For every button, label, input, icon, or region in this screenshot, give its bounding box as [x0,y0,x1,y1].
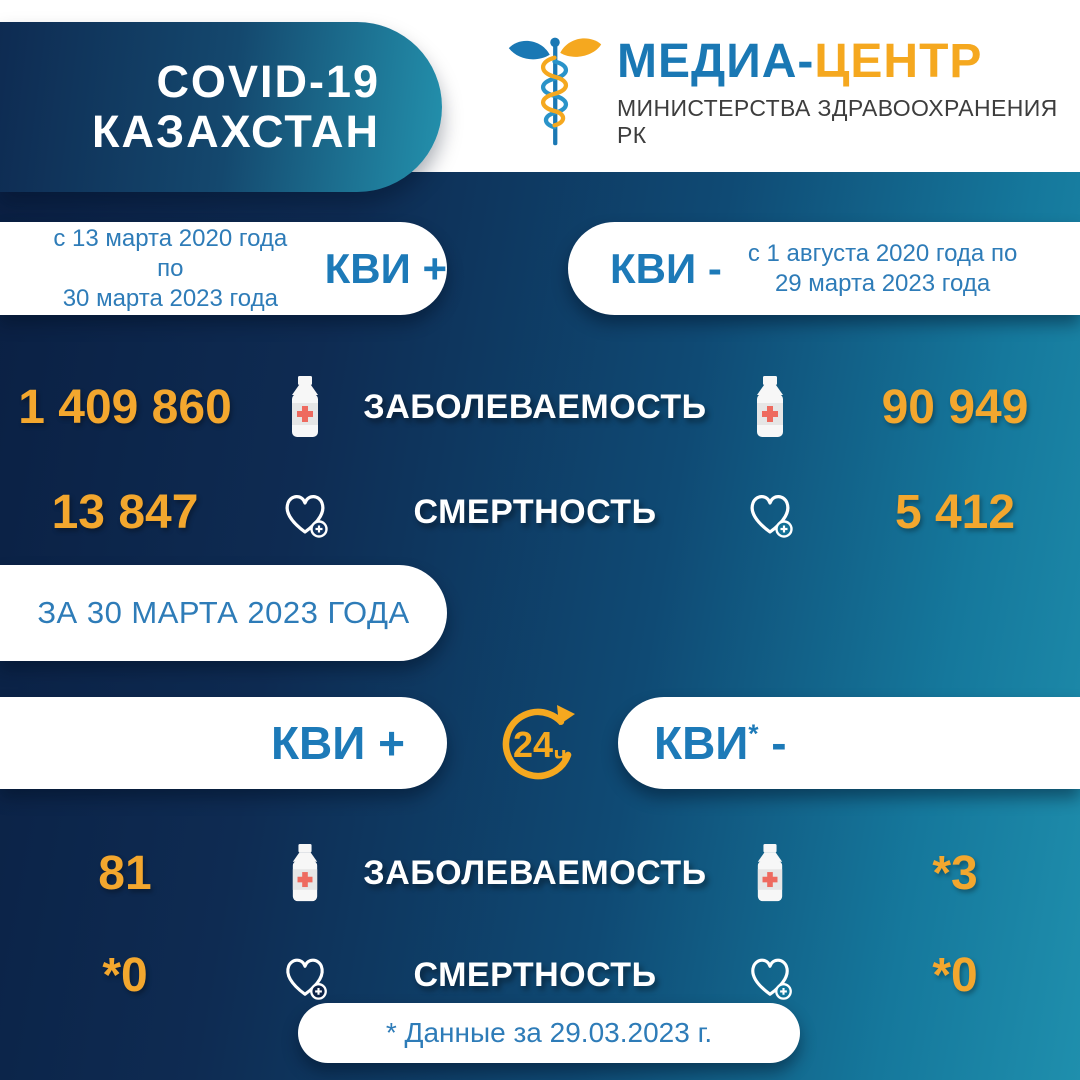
cumulative-incidence-row [0,367,1080,447]
daily-kvi-plus-mortality: *0 [102,948,148,1002]
kvi-minus-period [748,239,1017,299]
kvi-minus-period-line1: с 1 августа 2020 года по [747,239,1018,267]
daily-kvi-minus-base: КВИ [654,717,749,769]
daily-date-banner-pill [0,565,447,661]
daily-incidence-row [0,833,1080,913]
kvi-plus-incidence-total: 1 409 860 [18,380,232,434]
brand-name-media: МЕДИА- [617,35,815,88]
daily-kvi-minus-label [654,716,787,770]
daily-kvi-minus-asterisk: * [748,718,759,749]
daily-mortality-label: СМЕРТНОСТЬ [413,955,657,994]
heart-plus-icon [277,484,333,540]
svg-text:ч: ч [554,742,567,767]
heart-plus-icon [742,484,798,540]
incidence-label: ЗАБОЛЕВАЕМОСТЬ [363,387,707,426]
footnote-pill [298,1003,800,1063]
medicine-bottle-icon [288,844,322,902]
poster-title: COVID-19 [156,55,380,107]
poster-subtitle: КАЗАХСТАН [92,106,380,157]
daily-kvi-minus-sign: - [758,717,787,769]
kvi-plus-period-line1: с 13 марта 2020 года по [53,224,288,282]
kvi-plus-label: КВИ + [324,244,447,292]
kvi-minus-incidence-total: 90 949 [881,380,1029,434]
footnote-text: * Данные за 29.03.2023 г. [385,1017,713,1048]
daily-kvi-plus-pill [0,697,447,789]
mortality-label: СМЕРТНОСТЬ [413,492,657,531]
covid-title-banner [0,22,442,192]
brand-name-center: ЦЕНТР [814,35,983,88]
daily-kvi-minus-pill [618,697,1080,789]
kvi-minus-mortality-total: 5 412 [894,485,1016,539]
caduceus-icon [505,30,605,152]
daily-kvi-plus-incidence: 81 [98,846,152,900]
medicine-bottle-icon [287,376,323,438]
svg-text:24: 24 [513,724,554,765]
daily-kvi-plus-label: КВИ + [270,717,405,769]
24h-refresh-icon [494,700,582,788]
heart-plus-icon [278,948,332,1002]
kvi-minus-label: КВИ - [610,244,722,292]
kvi-plus-period-pill [0,222,447,315]
kvi-plus-mortality-total: 13 847 [51,485,199,539]
cumulative-mortality-row [0,470,1080,554]
kvi-plus-period [38,224,303,314]
medicine-bottle-icon [752,376,788,438]
daily-kvi-minus-mortality: *0 [932,948,978,1002]
daily-date-banner: ЗА 30 МАРТА 2023 ГОДА [37,595,410,630]
medicine-bottle-icon [753,844,787,902]
media-center-logo-block [505,30,1065,152]
brand-tagline: МИНИСТЕРСТВА ЗДРАВООХРАНЕНИЯ РК [617,95,1058,148]
brand-text [617,30,1065,149]
brand-name [617,35,1065,88]
daily-kvi-minus-incidence: *3 [932,846,978,900]
kvi-minus-period-pill [568,222,1080,315]
kvi-plus-period-line2: 30 марта 2023 года [62,284,278,312]
kvi-minus-period-line2: 29 марта 2023 года [774,269,991,297]
heart-plus-icon [743,948,797,1002]
daily-incidence-label: ЗАБОЛЕВАЕМОСТЬ [363,853,707,892]
